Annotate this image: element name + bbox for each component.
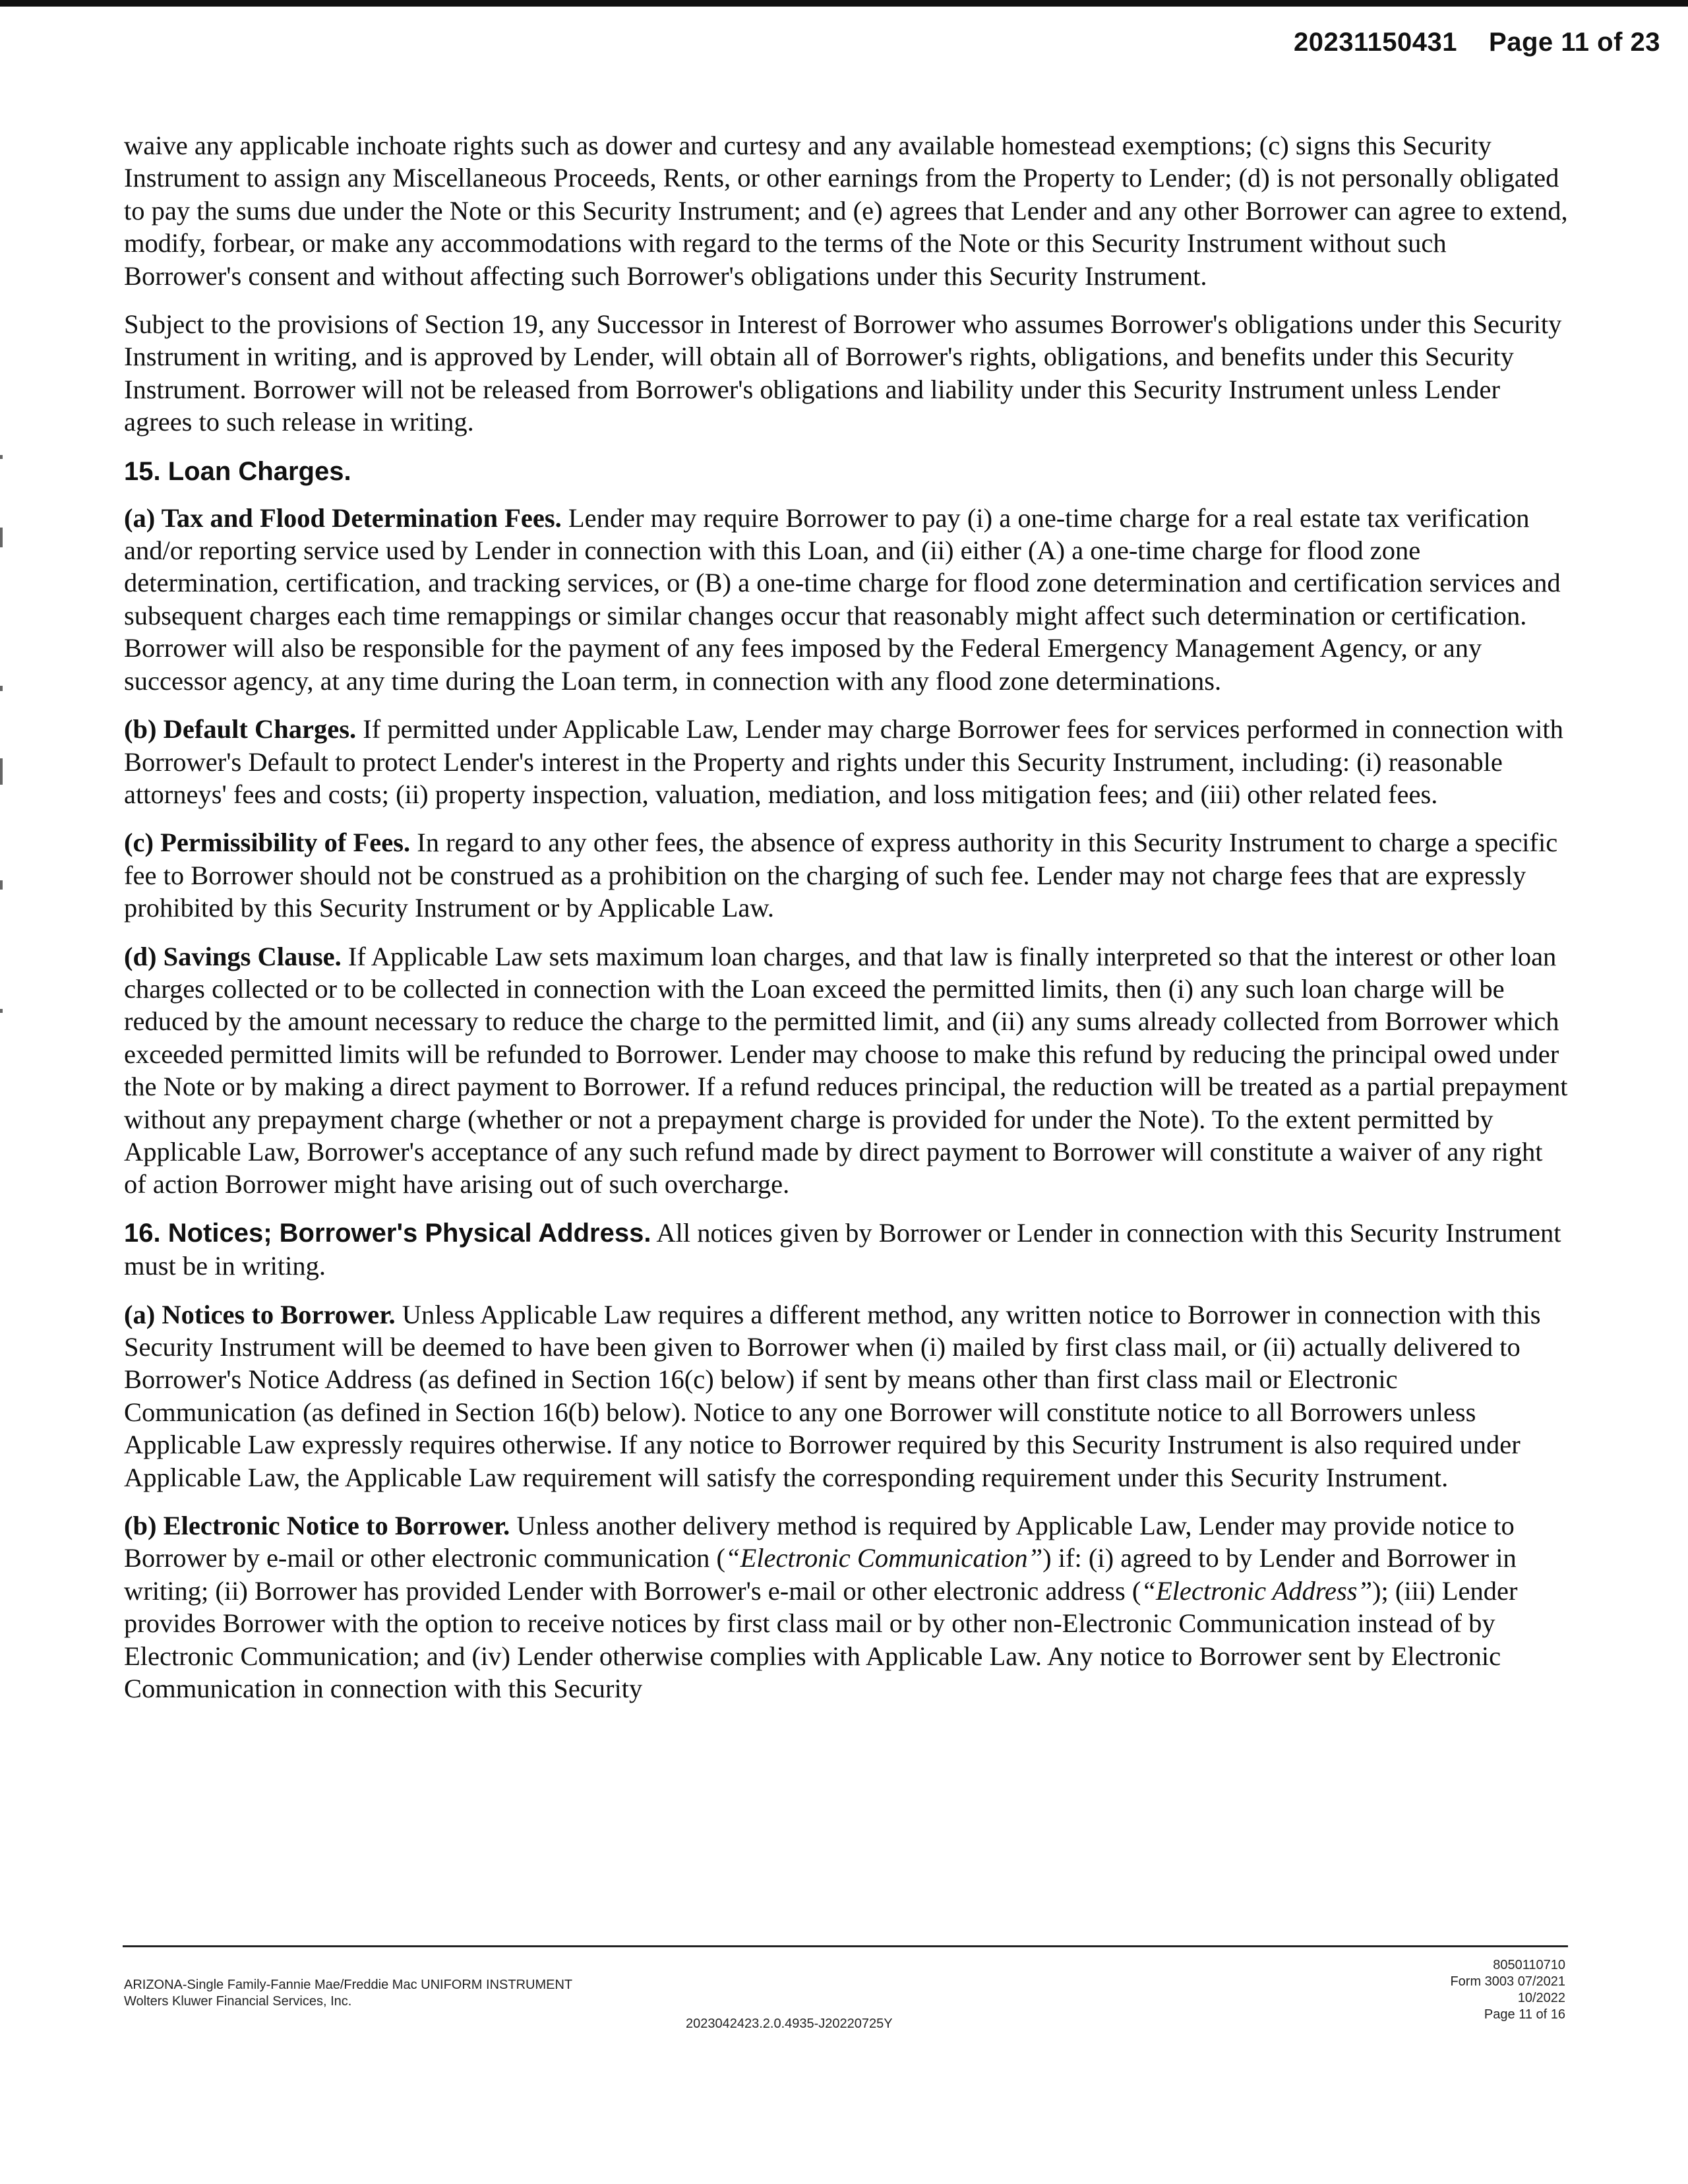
document-body <box>124 129 1568 1720</box>
footer-barcode-text: 2023042423.2.0.4935-J20220725Y <box>686 2017 893 2031</box>
subsection-text: ); (iii) Lender provides Borrower with the option to receive notices by first class mail or by other non-Electronic Communication instead of by Electronic Communication; and (iv) Lender otherwise complies with Applicable Law. Any notice to Borrower sent by Electronic Communication in connection with this Security <box>124 1575 1518 1704</box>
subsection-title: (b) Electronic Notice to Borrower. <box>124 1511 510 1541</box>
paragraph-continued <box>124 129 1568 292</box>
section-16 <box>124 1217 1568 1283</box>
scan-margin-mark <box>0 455 3 459</box>
section-16-text: All notices given by Borrower or Lender in connection with this Security Instrument must be in writing. <box>124 1217 1561 1281</box>
paragraph-successor <box>124 308 1568 439</box>
scan-margin-mark <box>0 758 3 785</box>
section-16b <box>124 1509 1568 1705</box>
subsection-text: If permitted under Applicable Law, Lender may charge Borrower fees for services performed in connection with Borrower's Default to protect Lender's interest in the Property and rights under this Security Instrument, including: (i) reasonable attorneys' fees and costs; (ii) property inspection, valuation, mediation, and loss mitigation fees; and (iii) other related fees. <box>124 714 1563 809</box>
subsection-title: (d) Savings Clause. <box>124 941 342 971</box>
subsection-title: (a) Tax and Flood Determination Fees. <box>124 502 562 533</box>
subsection-text: Unless another delivery method is required by Applicable Law, Lender may provide notice to Borrower by e-mail or other electronic communication ( <box>124 1511 1515 1573</box>
recording-number: 20231150431 <box>1294 28 1458 57</box>
scan-top-edge <box>0 0 1688 7</box>
footer-form-id: Form 3003 07/2021 <box>1450 1974 1565 1989</box>
section-16a <box>124 1298 1568 1494</box>
section-15d <box>124 940 1568 1201</box>
footer-form-number <box>1450 1957 1565 2023</box>
section-15a <box>124 502 1568 697</box>
footer-divider <box>123 1945 1568 1947</box>
subsection-title: (b) Default Charges. <box>124 714 357 744</box>
footer-revision-date: 10/2022 <box>1517 1991 1565 2005</box>
paragraph-text: waive any applicable inchoate rights such as dower and curtesy and any available homestead exemptions; (c) signs this Security Instrument to assign any Miscellaneous Proceeds, Rents, or other earnings from the Property to Lender; (d) is not personally obligated to pay the sums due under the Note or this Security Instrument; and (e) agrees that Lender and any other Borrower can agree to extend, modify, forbear, or make any accommodations with regard to the terms of the Note or this Security Instrument without such Borrower's consent and without affecting such Borrower's obligations under this Security Instrument. <box>124 131 1568 291</box>
footer-page-number: Page 11 of 16 <box>1484 2007 1565 2022</box>
subsection-text: ) if: (i) agreed to by Lender and Borrower in writing; (ii) Borrower has provided Lender with Borrower's e-mail or other electronic address ( <box>124 1543 1517 1606</box>
subsection-title: (c) Permissibility of Fees. <box>124 828 411 858</box>
scan-margin-mark <box>0 528 3 547</box>
scan-margin-mark <box>0 1009 3 1013</box>
recording-stamp <box>1294 28 1660 57</box>
defined-term: “Electronic Communication” <box>725 1543 1043 1573</box>
subsection-text: Unless Applicable Law requires a different method, any written notice to Borrower in connection with this Security Instrument will be deemed to have been given to Borrower when (i) mailed by first class mail, or (ii) actually delivered to Borrower's Notice Address (as defined in Section 16(c) below) if sent by means other than first class mail or Electronic Communication (as defined in Section 16(b) below). Notice to any one Borrower will constitute notice to all Borrowers unless Applicable Law expressly requires otherwise. If any notice to Borrower required by this Security Instrument is also required under Applicable Law, the Applicable Law requirement will satisfy the corresponding requirement under this Security Instrument. <box>124 1299 1541 1492</box>
paragraph-text: Subject to the provisions of Section 19, any Successor in Interest of Borrower who assumes Borrower's obligations under this Security Instrument in writing, and is approved by Lender, will obtain all of Borrower's rights, obligations, and benefits under this Security Instrument. Borrower will not be released from Borrower's obligations and liability under this Security Instrument unless Lender agrees to such release in writing. <box>124 309 1562 437</box>
section-15c <box>124 826 1568 924</box>
subsection-title: (a) Notices to Borrower. <box>124 1299 396 1329</box>
subsection-text: If Applicable Law sets maximum loan charges, and that law is finally interpreted so that the interest or other loan charges collected or to be collected in connection with the Loan exceed the permitted limits, then (i) any such loan charge will be reduced by the amount necessary to reduce the charge to the permitted limit, and (ii) any sums already collected from Borrower which exceeded permitted limits will be refunded to Borrower. Lender may choose to make this refund by reducing the principal owed under the Note or by making a direct payment to Borrower. If a refund reduces principal, the reduction will be treated as a partial prepayment without any prepayment charge (whether or not a prepayment charge is provided for under the Note). To the extent permitted by Applicable Law, Borrower's acceptance of any such refund made by direct payment to Borrower will constitute a waiver of any right of action Borrower might have arising out of such overcharge. <box>124 941 1568 1199</box>
scan-margin-mark <box>0 686 3 691</box>
section-15b <box>124 713 1568 810</box>
footer-loan-number: 8050110710 <box>1493 1958 1565 1972</box>
footer-document-id <box>686 2016 893 2032</box>
scan-margin-mark <box>0 880 3 890</box>
defined-term: “Electronic Address” <box>1141 1575 1373 1606</box>
recording-page: Page 11 of 23 <box>1489 28 1660 57</box>
subsection-text: In regard to any other fees, the absence of express authority in this Security Instrument to charge a specific fee to Borrower should not be construed as a prohibition on the charging of such fee. Lender may not charge fees that are expressly prohibited by this Security Instrument or by Applicable Law. <box>124 828 1558 923</box>
footer-form-title: ARIZONA-Single Family-Fannie Mae/Freddie Mac UNIFORM INSTRUMENT <box>124 1978 573 1992</box>
section-16-heading: 16. Notices; Borrower's Physical Address. <box>124 1218 651 1248</box>
section-15-heading: 15. Loan Charges. <box>124 456 351 486</box>
subsection-text: Lender may require Borrower to pay (i) a one-time charge for a real estate tax verification and/or reporting service used by Lender in connection with this Loan, and (ii) either (A) a one-time charge for flood zone determination, certification, and tracking services, or (B) a one-time charge for flood zone determination and certification services and subsequent charges each time remappings or similar changes occur that reasonably might affect such determination or certification. Borrower will also be responsible for the payment of any fees imposed by the Federal Emergency Management Agency, or any successor agency, at any time during the Loan term, in connection with any flood zone determinations. <box>124 502 1561 696</box>
footer-publisher: Wolters Kluwer Financial Services, Inc. <box>124 1994 352 2009</box>
footer-form-info <box>124 1977 572 2010</box>
